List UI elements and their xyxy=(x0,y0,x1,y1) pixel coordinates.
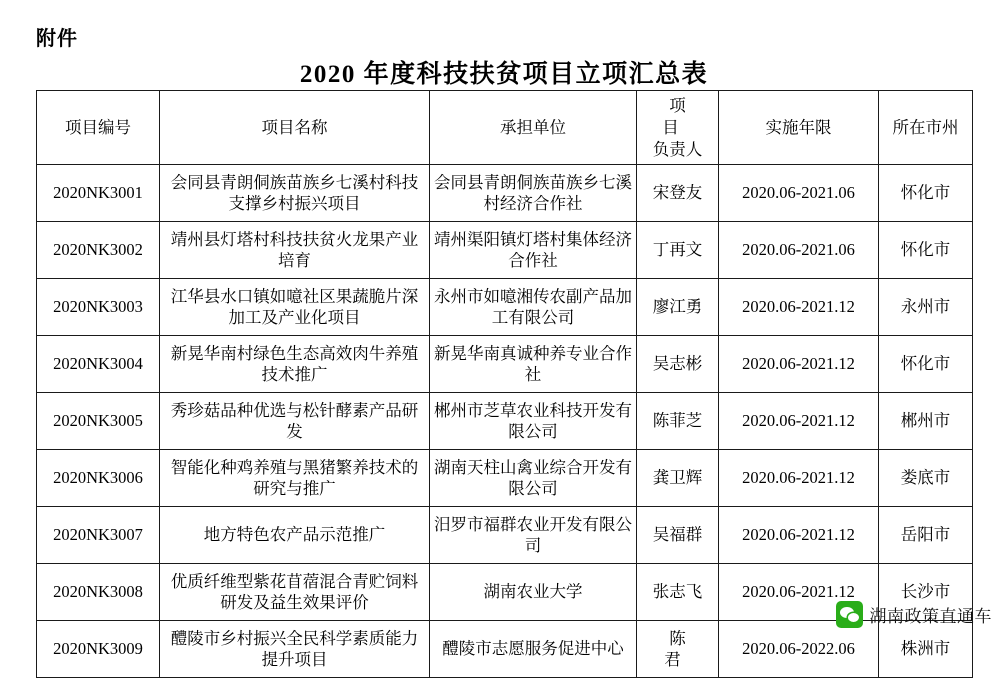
cell-leader: 张志飞 xyxy=(637,564,719,621)
cell-leader: 陈 君 xyxy=(637,621,719,678)
cell-city: 株洲市 xyxy=(879,621,973,678)
project-summary-table xyxy=(36,90,973,678)
cell-unit: 郴州市芝草农业科技开发有限公司 xyxy=(430,393,637,450)
table-row xyxy=(37,507,973,564)
cell-code: 2020NK3008 xyxy=(37,564,160,621)
table-header-row xyxy=(37,91,973,165)
cell-code: 2020NK3001 xyxy=(37,165,160,222)
table-row xyxy=(37,222,973,279)
cell-unit: 永州市如噫湘传农副产品加工有限公司 xyxy=(430,279,637,336)
cell-city: 怀化市 xyxy=(879,336,973,393)
cell-period: 2020.06-2021.12 xyxy=(719,279,879,336)
table-row xyxy=(37,393,973,450)
cell-code: 2020NK3003 xyxy=(37,279,160,336)
cell-leader: 吴福群 xyxy=(637,507,719,564)
cell-city: 长沙市 xyxy=(879,564,973,621)
cell-unit: 湖南农业大学 xyxy=(430,564,637,621)
cell-city: 怀化市 xyxy=(879,222,973,279)
cell-unit: 醴陵市志愿服务促进中心 xyxy=(430,621,637,678)
table-row xyxy=(37,450,973,507)
watermark-account-name: 湖南政策直通车 xyxy=(869,607,992,626)
column-header-unit: 承担单位 xyxy=(430,91,637,165)
column-header-period: 实施年限 xyxy=(719,91,879,165)
cell-name: 地方特色农产品示范推广 xyxy=(160,507,430,564)
cell-code: 2020NK3004 xyxy=(37,336,160,393)
cell-city: 郴州市 xyxy=(879,393,973,450)
cell-code: 2020NK3009 xyxy=(37,621,160,678)
column-header-leader-line2: 负责人 xyxy=(652,139,703,159)
cell-unit: 湖南天柱山禽业综合开发有限公司 xyxy=(430,450,637,507)
page-title: 2020 年度科技扶贫项目立项汇总表 xyxy=(299,61,709,88)
cell-unit: 靖州渠阳镇灯塔村集体经济合作社 xyxy=(430,222,637,279)
cell-leader: 宋登友 xyxy=(637,165,719,222)
watermark xyxy=(836,601,993,628)
cell-city: 娄底市 xyxy=(879,450,973,507)
table-row xyxy=(37,564,973,621)
cell-city: 永州市 xyxy=(879,279,973,336)
cell-name: 秀珍菇品种优选与松针酵素产品研发 xyxy=(160,393,430,450)
cell-period: 2020.06-2022.06 xyxy=(719,621,879,678)
cell-leader: 陈菲芝 xyxy=(637,393,719,450)
cell-period: 2020.06-2021.12 xyxy=(719,450,879,507)
cell-period: 2020.06-2021.12 xyxy=(719,507,879,564)
cell-code: 2020NK3007 xyxy=(37,507,160,564)
cell-name: 会同县青朗侗族苗族乡七溪村科技支撑乡村振兴项目 xyxy=(160,165,430,222)
cell-period: 2020.06-2021.06 xyxy=(719,222,879,279)
cell-leader: 廖江勇 xyxy=(637,279,719,336)
attachment-label: 附件 xyxy=(36,28,78,50)
cell-name: 江华县水口镇如噫社区果蔬脆片深加工及产业化项目 xyxy=(160,279,430,336)
cell-name: 新晃华南村绿色生态高效肉牛养殖技术推广 xyxy=(160,336,430,393)
cell-unit: 会同县青朗侗族苗族乡七溪村经济合作社 xyxy=(430,165,637,222)
cell-city: 怀化市 xyxy=(879,165,973,222)
table-row xyxy=(37,279,973,336)
wechat-icon xyxy=(836,601,863,628)
cell-unit: 汨罗市福群农业开发有限公司 xyxy=(430,507,637,564)
cell-name: 优质纤维型紫花苜蓿混合青贮饲料研发及益生效果评价 xyxy=(160,564,430,621)
cell-period: 2020.06-2021.06 xyxy=(719,165,879,222)
cell-leader: 丁再文 xyxy=(637,222,719,279)
cell-city: 岳阳市 xyxy=(879,507,973,564)
cell-unit: 新晃华南真诚种养专业合作社 xyxy=(430,336,637,393)
column-header-name: 项目名称 xyxy=(160,91,430,165)
cell-code: 2020NK3005 xyxy=(37,393,160,450)
cell-period: 2020.06-2021.12 xyxy=(719,564,879,621)
table-row xyxy=(37,621,973,678)
cell-code: 2020NK3006 xyxy=(37,450,160,507)
cell-name: 靖州县灯塔村科技扶贫火龙果产业培育 xyxy=(160,222,430,279)
column-header-leader-line1: 项 目 xyxy=(662,96,700,137)
cell-name: 醴陵市乡村振兴全民科学素质能力提升项目 xyxy=(160,621,430,678)
cell-period: 2020.06-2021.12 xyxy=(719,336,879,393)
cell-code: 2020NK3002 xyxy=(37,222,160,279)
column-header-city: 所在市州 xyxy=(879,91,973,165)
cell-leader: 吴志彬 xyxy=(637,336,719,393)
column-header-code: 项目编号 xyxy=(37,91,160,165)
table-row xyxy=(37,336,973,393)
cell-leader: 龚卫辉 xyxy=(637,450,719,507)
column-header-leader xyxy=(637,91,719,165)
cell-period: 2020.06-2021.12 xyxy=(719,393,879,450)
cell-name: 智能化种鸡养殖与黑猪繁养技术的研究与推广 xyxy=(160,450,430,507)
table-row xyxy=(37,165,973,222)
